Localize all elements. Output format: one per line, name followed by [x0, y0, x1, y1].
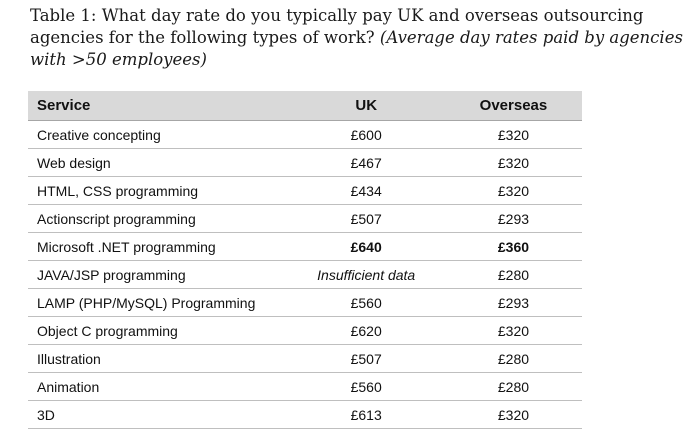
uk-rate-cell: £560 — [287, 373, 444, 401]
service-cell: JAVA/JSP programming — [28, 261, 287, 289]
uk-rate-cell: £507 — [287, 205, 444, 233]
header-overseas: Overseas — [445, 91, 582, 121]
caption-main: Table 1: What day rate do you typically pay UK and overseas outsourcing agencies for the following types of work? — [30, 6, 644, 47]
service-cell: Microsoft .NET programming — [28, 233, 287, 261]
header-uk: UK — [287, 91, 444, 121]
overseas-rate-cell: £280 — [445, 345, 582, 373]
uk-rate-cell: £600 — [287, 121, 444, 149]
uk-rate-cell: £507 — [287, 345, 444, 373]
service-cell: HTML, CSS programming — [28, 177, 287, 205]
uk-rate-cell: £620 — [287, 317, 444, 345]
table-row — [28, 233, 582, 261]
service-cell: Creative concepting — [28, 121, 287, 149]
table-row — [28, 149, 582, 177]
overseas-rate-cell: £320 — [445, 121, 582, 149]
uk-rate-cell: £613 — [287, 401, 444, 429]
uk-rate-cell: £560 — [287, 289, 444, 317]
overseas-rate-cell: £320 — [445, 149, 582, 177]
overseas-rate-cell: £320 — [445, 401, 582, 429]
service-cell: Object C programming — [28, 317, 287, 345]
service-cell: LAMP (PHP/MySQL) Programming — [28, 289, 287, 317]
uk-rate-cell: Insufficient data — [287, 261, 444, 289]
service-cell: Web design — [28, 149, 287, 177]
service-cell: Actionscript programming — [28, 205, 287, 233]
overseas-rate-cell: £320 — [445, 317, 582, 345]
service-cell: 3D — [28, 401, 287, 429]
uk-rate-cell: £434 — [287, 177, 444, 205]
uk-rate-cell: £640 — [287, 233, 444, 261]
day-rates-table — [28, 91, 582, 429]
uk-rate-cell: £467 — [287, 149, 444, 177]
table-row — [28, 317, 582, 345]
caption-note: (Average day rates paid by agencies with >50 employees) — [30, 28, 683, 69]
overseas-rate-cell: £360 — [445, 233, 582, 261]
table-row — [28, 205, 582, 233]
table-row — [28, 401, 582, 429]
table-caption — [30, 5, 695, 71]
overseas-rate-cell: £320 — [445, 177, 582, 205]
overseas-rate-cell: £293 — [445, 289, 582, 317]
overseas-rate-cell: £280 — [445, 373, 582, 401]
table-row — [28, 261, 582, 289]
overseas-rate-cell: £293 — [445, 205, 582, 233]
service-cell: Animation — [28, 373, 287, 401]
overseas-rate-cell: £280 — [445, 261, 582, 289]
service-cell: Illustration — [28, 345, 287, 373]
table-row — [28, 121, 582, 149]
table-row — [28, 289, 582, 317]
table-row — [28, 373, 582, 401]
header-service: Service — [28, 91, 287, 121]
table-header-row — [28, 91, 582, 121]
table-row — [28, 345, 582, 373]
table-row — [28, 177, 582, 205]
